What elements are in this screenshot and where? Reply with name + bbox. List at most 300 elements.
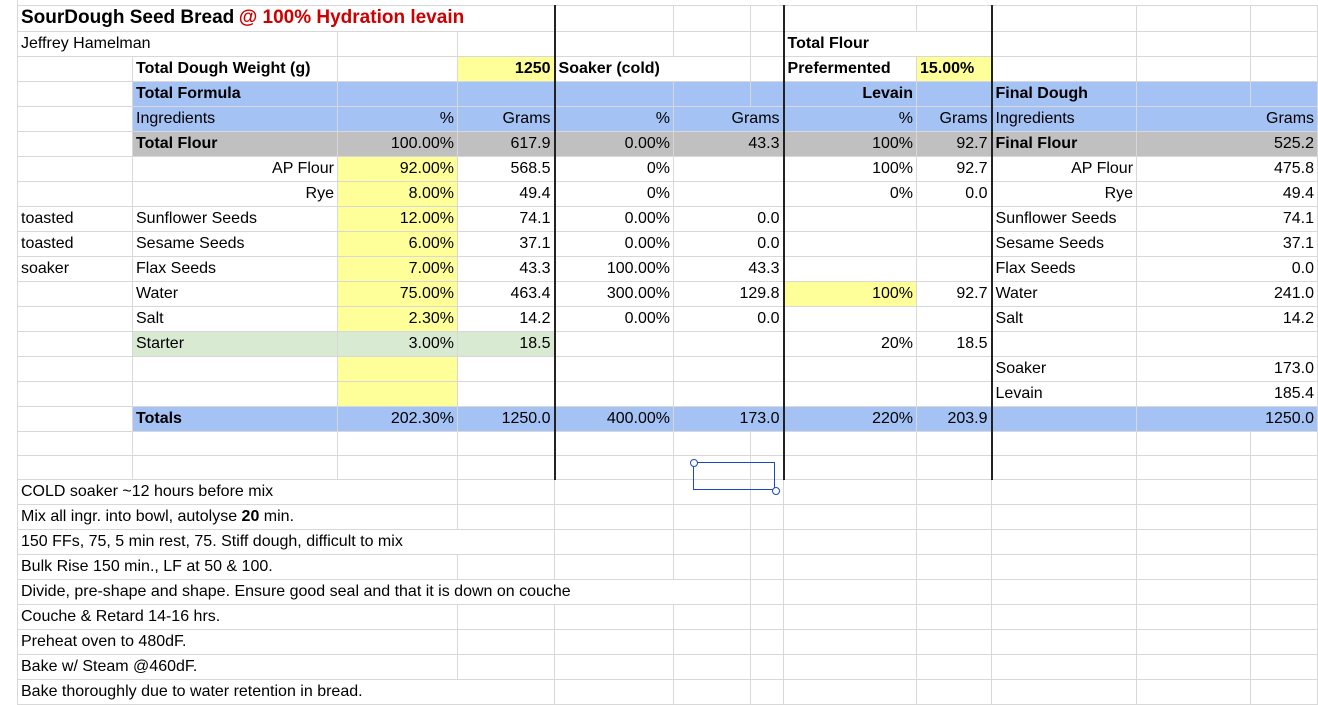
table-cell[interactable]: Sesame Seeds [992, 232, 1137, 257]
sheet-cell[interactable] [751, 32, 784, 57]
table-cell[interactable]: 7.00% [338, 257, 458, 282]
sheet-cell[interactable] [917, 456, 992, 480]
sheet-cell[interactable] [992, 456, 1137, 480]
note-row [18, 530, 1318, 555]
table-cell[interactable]: 49.4 [458, 182, 555, 207]
sheet-cell[interactable] [555, 6, 674, 32]
table-cell[interactable]: 8.00% [338, 182, 458, 207]
table-cell[interactable] [917, 232, 992, 257]
table-cell[interactable]: Sunflower Seeds [133, 207, 338, 232]
table-cell[interactable] [917, 357, 992, 382]
sheet-cell[interactable] [458, 480, 555, 505]
note-row [18, 555, 1318, 580]
sheet-cell[interactable] [751, 530, 784, 555]
note-text[interactable]: COLD soaker ~12 hours before mix [18, 480, 458, 505]
sheet-cell[interactable] [784, 630, 917, 655]
table-cell[interactable]: 3.00% [338, 332, 458, 357]
table-cell[interactable]: Sesame Seeds [133, 232, 338, 257]
sheet-cell[interactable] [458, 32, 555, 57]
note-text[interactable]: 150 FFs, 75, 5 min rest, 75. Stiff dough, difficult to mix [18, 530, 555, 555]
note-text[interactable]: Bake thoroughly due to water retention in bread. [18, 680, 555, 705]
sheet-cell[interactable] [1137, 57, 1251, 82]
table-cell[interactable] [784, 307, 917, 332]
sheet-cell[interactable] [1251, 432, 1318, 456]
sheet-cell[interactable] [784, 555, 917, 580]
soaker-label[interactable]: Soaker (cold) [555, 57, 751, 82]
sheet-cell[interactable] [751, 580, 784, 605]
table-cell[interactable]: AP Flour [133, 157, 338, 182]
table-cell[interactable]: 43.3 [674, 257, 784, 282]
table-row [18, 132, 1318, 157]
sheet-cell[interactable] [917, 432, 992, 456]
sheet-cell[interactable] [1137, 680, 1251, 705]
sheet-cell[interactable] [992, 480, 1137, 505]
empty-row [18, 456, 1318, 480]
table-cell[interactable]: 241.0 [1137, 282, 1318, 307]
table-cell[interactable]: Flax Seeds [992, 257, 1137, 282]
table-cell[interactable] [917, 307, 992, 332]
totals-soaker-grams[interactable]: 173.0 [674, 407, 784, 432]
table-cell[interactable] [18, 282, 133, 307]
sheet-cell[interactable] [917, 605, 992, 630]
note-row [18, 480, 1318, 505]
sheet-cell[interactable] [1137, 456, 1251, 480]
sheet-cell[interactable] [458, 655, 555, 680]
total-dough-weight-value[interactable]: 1250 [458, 57, 555, 82]
table-cell[interactable]: 92.7 [917, 282, 992, 307]
note-row [18, 630, 1318, 655]
table-cell[interactable] [917, 382, 992, 407]
table-cell[interactable] [133, 357, 338, 382]
table-cell[interactable] [674, 182, 784, 207]
sheet-cell[interactable] [992, 407, 1137, 432]
sheet-cell[interactable] [555, 605, 674, 630]
sheet-cell[interactable] [338, 32, 458, 57]
sheet-cell[interactable] [784, 605, 917, 630]
sheet-cell[interactable] [917, 530, 992, 555]
table-row [18, 182, 1318, 207]
sheet-cell[interactable] [917, 630, 992, 655]
sheet-cell[interactable] [555, 456, 674, 480]
table-cell[interactable] [458, 382, 555, 407]
sheet-cell[interactable] [458, 605, 555, 630]
table-cell[interactable]: 463.4 [458, 282, 555, 307]
table-cell[interactable]: Water [992, 282, 1137, 307]
sheet-cell[interactable] [458, 456, 555, 480]
sheet-cell[interactable] [1251, 6, 1318, 32]
sheet-cell[interactable] [1251, 32, 1318, 57]
sheet-cell[interactable] [1251, 82, 1318, 107]
final-dough-header[interactable]: Final Dough [992, 82, 1137, 107]
table-cell[interactable]: 300.00% [555, 282, 674, 307]
note-text[interactable]: Divide, pre-shape and shape. Ensure good seal and that it is down on couche [18, 580, 751, 605]
sheet-cell[interactable] [992, 580, 1137, 605]
totals-grams[interactable]: 1250.0 [458, 407, 555, 432]
sheet-cell[interactable] [555, 505, 674, 530]
sheet-cell[interactable] [751, 57, 784, 82]
table-cell[interactable]: 74.1 [1137, 207, 1318, 232]
sheet-cell[interactable] [917, 505, 992, 530]
sheet-cell[interactable] [751, 555, 784, 580]
sheet-cell[interactable] [1137, 630, 1251, 655]
sheet-cell[interactable] [992, 605, 1137, 630]
table-cell[interactable]: Sunflower Seeds [992, 207, 1137, 232]
sheet-cell[interactable] [784, 655, 917, 680]
table-cell[interactable]: AP Flour [992, 157, 1137, 182]
sheet-cell[interactable] [751, 432, 784, 456]
sheet-cell[interactable] [1137, 605, 1251, 630]
table-cell[interactable]: 568.5 [458, 157, 555, 182]
sheet-cell[interactable] [458, 505, 555, 530]
sheet-cell[interactable] [555, 680, 674, 705]
sheet-cell[interactable] [133, 432, 338, 456]
table-cell[interactable]: 18.5 [458, 332, 555, 357]
table-cell[interactable] [784, 257, 917, 282]
table-cell[interactable]: 43.3 [458, 257, 555, 282]
table-cell[interactable] [18, 182, 133, 207]
sheet-cell[interactable] [784, 456, 917, 480]
sheet-cell[interactable] [784, 432, 917, 456]
sheet-cell[interactable] [1251, 456, 1318, 480]
table-cell[interactable]: 0% [555, 157, 674, 182]
table-cell[interactable] [784, 357, 917, 382]
author-cell[interactable]: Jeffrey Hamelman [18, 32, 338, 57]
levain-header[interactable]: Levain [784, 82, 917, 107]
sheet-cell[interactable] [338, 456, 458, 480]
final-ingredients-header[interactable]: Ingredients [992, 107, 1137, 132]
sheet-cell[interactable] [992, 32, 1137, 57]
sheet-cell[interactable] [458, 630, 555, 655]
sheet-cell[interactable] [917, 655, 992, 680]
table-cell[interactable] [917, 257, 992, 282]
sheet-table [17, 5, 1318, 705]
sheet-cell[interactable] [751, 505, 784, 530]
selection-handle-top-left[interactable] [690, 459, 698, 467]
table-cell[interactable]: 14.2 [1137, 307, 1318, 332]
table-cell[interactable]: 0.00% [555, 207, 674, 232]
table-cell[interactable] [1137, 332, 1318, 357]
table-cell[interactable] [338, 382, 458, 407]
table-cell[interactable]: Levain [992, 382, 1137, 407]
table-cell[interactable] [338, 357, 458, 382]
sheet-cell[interactable] [917, 680, 992, 705]
table-cell[interactable]: 92.00% [338, 157, 458, 182]
sheet-cell[interactable] [1251, 57, 1318, 82]
sheet-cell[interactable] [1251, 505, 1318, 530]
sheet-cell[interactable] [784, 680, 917, 705]
sheet-cell[interactable] [1251, 530, 1318, 555]
table-cell[interactable]: Rye [133, 182, 338, 207]
table-cell[interactable]: Water [133, 282, 338, 307]
table-cell[interactable] [18, 332, 133, 357]
sheet-cell[interactable] [555, 32, 674, 57]
table-cell[interactable] [18, 307, 133, 332]
sheet-cell[interactable] [458, 82, 555, 107]
table-cell[interactable]: 525.2 [1137, 132, 1318, 157]
sheet-cell[interactable] [338, 432, 458, 456]
table-cell[interactable]: 129.8 [674, 282, 784, 307]
sheet-cell[interactable] [18, 456, 133, 480]
sheet-cell[interactable] [1137, 505, 1251, 530]
pct-col-header[interactable]: % [338, 107, 458, 132]
table-cell[interactable] [674, 332, 784, 357]
table-cell[interactable]: 100.00% [338, 132, 458, 157]
sheet-cell[interactable] [555, 82, 674, 107]
sheet-cell[interactable] [555, 655, 674, 680]
table-cell[interactable]: Starter [133, 332, 338, 357]
sheet-cell[interactable] [338, 57, 458, 82]
note-text[interactable]: Bake w/ Steam @460dF. [18, 655, 458, 680]
table-cell[interactable] [133, 382, 338, 407]
table-cell[interactable]: 49.4 [1137, 182, 1318, 207]
note-text[interactable]: Bulk Rise 150 min., LF at 50 & 100. [18, 555, 458, 580]
sheet-cell[interactable] [18, 432, 133, 456]
sheet-cell[interactable] [555, 555, 674, 580]
sheet-cell[interactable] [992, 655, 1137, 680]
table-cell[interactable]: 617.9 [458, 132, 555, 157]
table-cell[interactable] [784, 207, 917, 232]
table-row [18, 382, 1318, 407]
table-cell[interactable] [18, 132, 133, 157]
sheet-cell[interactable] [1137, 655, 1251, 680]
table-cell[interactable]: Salt [992, 307, 1137, 332]
sheet-cell[interactable] [555, 630, 674, 655]
sheet-cell[interactable] [18, 82, 133, 107]
sheet-cell[interactable] [784, 6, 917, 32]
sheet-cell[interactable] [751, 630, 784, 655]
table-cell[interactable]: 0.00% [555, 232, 674, 257]
table-cell[interactable]: toasted [18, 232, 133, 257]
sheet-cell[interactable] [992, 432, 1137, 456]
levain-grams-header[interactable]: Grams [917, 107, 992, 132]
sheet-cell[interactable] [784, 505, 917, 530]
table-cell[interactable]: 185.4 [1137, 382, 1318, 407]
sheet-cell[interactable] [674, 530, 751, 555]
table-row [18, 332, 1318, 357]
table-cell[interactable] [784, 232, 917, 257]
table-row [18, 282, 1318, 307]
table-cell[interactable] [18, 157, 133, 182]
sheet-cell[interactable] [458, 432, 555, 456]
sheet-cell[interactable] [1251, 605, 1318, 630]
selection-handle-bottom-right[interactable] [772, 487, 780, 495]
sheet-cell[interactable] [992, 6, 1137, 32]
sheet-cell[interactable] [751, 6, 784, 32]
table-row [18, 357, 1318, 382]
table-cell[interactable]: toasted [18, 207, 133, 232]
totals-levain-pct[interactable]: 220% [784, 407, 917, 432]
sheet-cell[interactable] [917, 82, 992, 107]
sheet-cell[interactable] [917, 480, 992, 505]
title-main: SourDough Seed Bread [21, 7, 235, 28]
sheet-cell[interactable] [784, 480, 917, 505]
title-row [18, 6, 1318, 32]
totals-final-grams[interactable]: 1250.0 [1137, 407, 1318, 432]
sheet-cell[interactable] [917, 580, 992, 605]
table-cell[interactable]: 43.3 [674, 132, 784, 157]
sheet-cell[interactable] [992, 555, 1137, 580]
table-cell[interactable]: 0.0 [1137, 257, 1318, 282]
sheet-cell[interactable] [1251, 655, 1318, 680]
totals-levain-grams[interactable]: 203.9 [917, 407, 992, 432]
note-text[interactable]: Couche & Retard 14-16 hrs. [18, 605, 458, 630]
sheet-cell[interactable] [1137, 6, 1251, 32]
sheet-cell[interactable] [555, 432, 674, 456]
sheet-cell[interactable] [751, 680, 784, 705]
table-cell[interactable]: 0.0 [674, 307, 784, 332]
sheet-cell[interactable] [917, 555, 992, 580]
sheet-cell[interactable] [1137, 480, 1251, 505]
sheet-cell[interactable] [338, 82, 458, 107]
prefermented-value[interactable]: 15.00% [917, 57, 992, 82]
table-cell[interactable]: 14.2 [458, 307, 555, 332]
levain-pct-header[interactable]: % [784, 107, 917, 132]
sheet-cell[interactable] [1137, 432, 1251, 456]
table-cell[interactable]: 12.00% [338, 207, 458, 232]
totals-soaker-pct[interactable]: 400.00% [555, 407, 674, 432]
sheet-cell[interactable] [751, 655, 784, 680]
total-dough-weight-label[interactable]: Total Dough Weight (g) [133, 57, 338, 82]
table-cell[interactable] [458, 357, 555, 382]
soaker-grams-header[interactable]: Grams [674, 107, 784, 132]
prefermented-label[interactable]: Prefermented [784, 57, 917, 82]
sheet-cell[interactable] [555, 530, 674, 555]
table-cell[interactable]: 92.7 [917, 157, 992, 182]
sheet-cell[interactable] [992, 530, 1137, 555]
sheet-cell[interactable] [917, 6, 992, 32]
table-cell[interactable]: 92.7 [917, 132, 992, 157]
table-cell[interactable] [992, 332, 1137, 357]
sheet-cell[interactable] [1251, 555, 1318, 580]
sheet-cell[interactable] [1137, 580, 1251, 605]
sheet-cell[interactable] [674, 630, 751, 655]
sheet-cell[interactable] [1137, 530, 1251, 555]
grams-col-header[interactable]: Grams [458, 107, 555, 132]
sheet-cell[interactable] [751, 605, 784, 630]
table-cell[interactable] [555, 357, 674, 382]
table-cell[interactable]: 18.5 [917, 332, 992, 357]
soaker-pct-header[interactable]: % [555, 107, 674, 132]
title-cell[interactable] [18, 6, 555, 32]
sheet-cell[interactable] [674, 505, 751, 530]
table-cell[interactable]: Soaker [992, 357, 1137, 382]
ingredients-col-header[interactable]: Ingredients [133, 107, 338, 132]
table-cell[interactable] [917, 207, 992, 232]
table-cell[interactable]: Total Flour [133, 132, 338, 157]
table-cell[interactable]: 6.00% [338, 232, 458, 257]
sheet-cell[interactable] [751, 82, 784, 107]
selected-cell-box[interactable] [693, 462, 775, 490]
note-text[interactable]: Preheat oven to 480dF. [18, 630, 458, 655]
table-cell[interactable]: 20% [784, 332, 917, 357]
note-text[interactable]: Mix all ingr. into bowl, autolyse 20 min. [18, 505, 458, 530]
table-cell[interactable] [555, 332, 674, 357]
sheet-cell[interactable] [674, 680, 751, 705]
sheet-cell[interactable] [1137, 555, 1251, 580]
table-cell[interactable] [674, 382, 784, 407]
table-cell[interactable] [555, 382, 674, 407]
sheet-cell[interactable] [992, 505, 1137, 530]
sheet-cell[interactable] [674, 82, 751, 107]
table-cell[interactable]: Flax Seeds [133, 257, 338, 282]
totals-pct[interactable]: 202.30% [338, 407, 458, 432]
table-cell[interactable]: 0.00% [555, 132, 674, 157]
sheet-cell[interactable] [18, 57, 133, 82]
table-cell[interactable]: 75.00% [338, 282, 458, 307]
empty-row [18, 432, 1318, 456]
section-header-row [18, 82, 1318, 107]
sheet-cell[interactable] [18, 107, 133, 132]
table-cell[interactable]: 173.0 [1137, 357, 1318, 382]
sheet-cell[interactable] [674, 605, 751, 630]
table-cell[interactable]: 37.1 [1137, 232, 1318, 257]
table-row [18, 157, 1318, 182]
table-cell[interactable] [18, 382, 133, 407]
sheet-cell[interactable] [1251, 630, 1318, 655]
table-cell[interactable]: 100% [784, 157, 917, 182]
sheet-cell[interactable] [1137, 82, 1251, 107]
table-cell[interactable]: Final Flour [992, 132, 1137, 157]
totals-label[interactable]: Totals [133, 407, 338, 432]
sheet-cell[interactable] [992, 630, 1137, 655]
table-cell[interactable]: 0.0 [917, 182, 992, 207]
table-cell[interactable]: soaker [18, 257, 133, 282]
sheet-cell[interactable] [992, 680, 1137, 705]
table-cell[interactable]: 0% [555, 182, 674, 207]
sheet-cell[interactable] [458, 555, 555, 580]
sheet-cell[interactable] [992, 57, 1137, 82]
table-cell[interactable]: 0.0 [674, 232, 784, 257]
table-cell[interactable]: 100% [784, 132, 917, 157]
sheet-cell[interactable] [784, 580, 917, 605]
sheet-cell[interactable] [1251, 480, 1318, 505]
table-cell[interactable]: 475.8 [1137, 157, 1318, 182]
sheet-cell[interactable] [555, 480, 674, 505]
total-flour-label[interactable]: Total Flour [784, 32, 992, 57]
table-cell[interactable]: 0.0 [674, 207, 784, 232]
sheet-cell[interactable] [133, 456, 338, 480]
sheet-cell[interactable] [674, 432, 751, 456]
table-cell[interactable]: 100% [784, 282, 917, 307]
table-cell[interactable]: Salt [133, 307, 338, 332]
table-cell[interactable]: 0% [784, 182, 917, 207]
sheet-cell[interactable] [674, 555, 751, 580]
table-cell[interactable]: 100.00% [555, 257, 674, 282]
table-cell[interactable]: 0.00% [555, 307, 674, 332]
note-row [18, 605, 1318, 630]
table-cell[interactable] [674, 157, 784, 182]
table-cell[interactable] [18, 357, 133, 382]
sheet-cell[interactable] [784, 530, 917, 555]
sheet-cell[interactable] [674, 655, 751, 680]
table-cell[interactable]: Rye [992, 182, 1137, 207]
sheet-cell[interactable] [1251, 680, 1318, 705]
table-cell[interactable] [784, 382, 917, 407]
sheet-cell[interactable] [18, 407, 133, 432]
table-row [18, 307, 1318, 332]
table-cell[interactable] [674, 357, 784, 382]
table-cell[interactable]: 37.1 [458, 232, 555, 257]
sheet-cell[interactable] [674, 6, 751, 32]
sheet-cell[interactable] [674, 32, 751, 57]
total-formula-header[interactable]: Total Formula [133, 82, 338, 107]
sheet-cell[interactable] [1251, 580, 1318, 605]
table-cell[interactable]: 2.30% [338, 307, 458, 332]
note-row [18, 505, 1318, 530]
sheet-cell[interactable] [1137, 32, 1251, 57]
table-cell[interactable]: 74.1 [458, 207, 555, 232]
final-grams-header[interactable]: Grams [1137, 107, 1318, 132]
